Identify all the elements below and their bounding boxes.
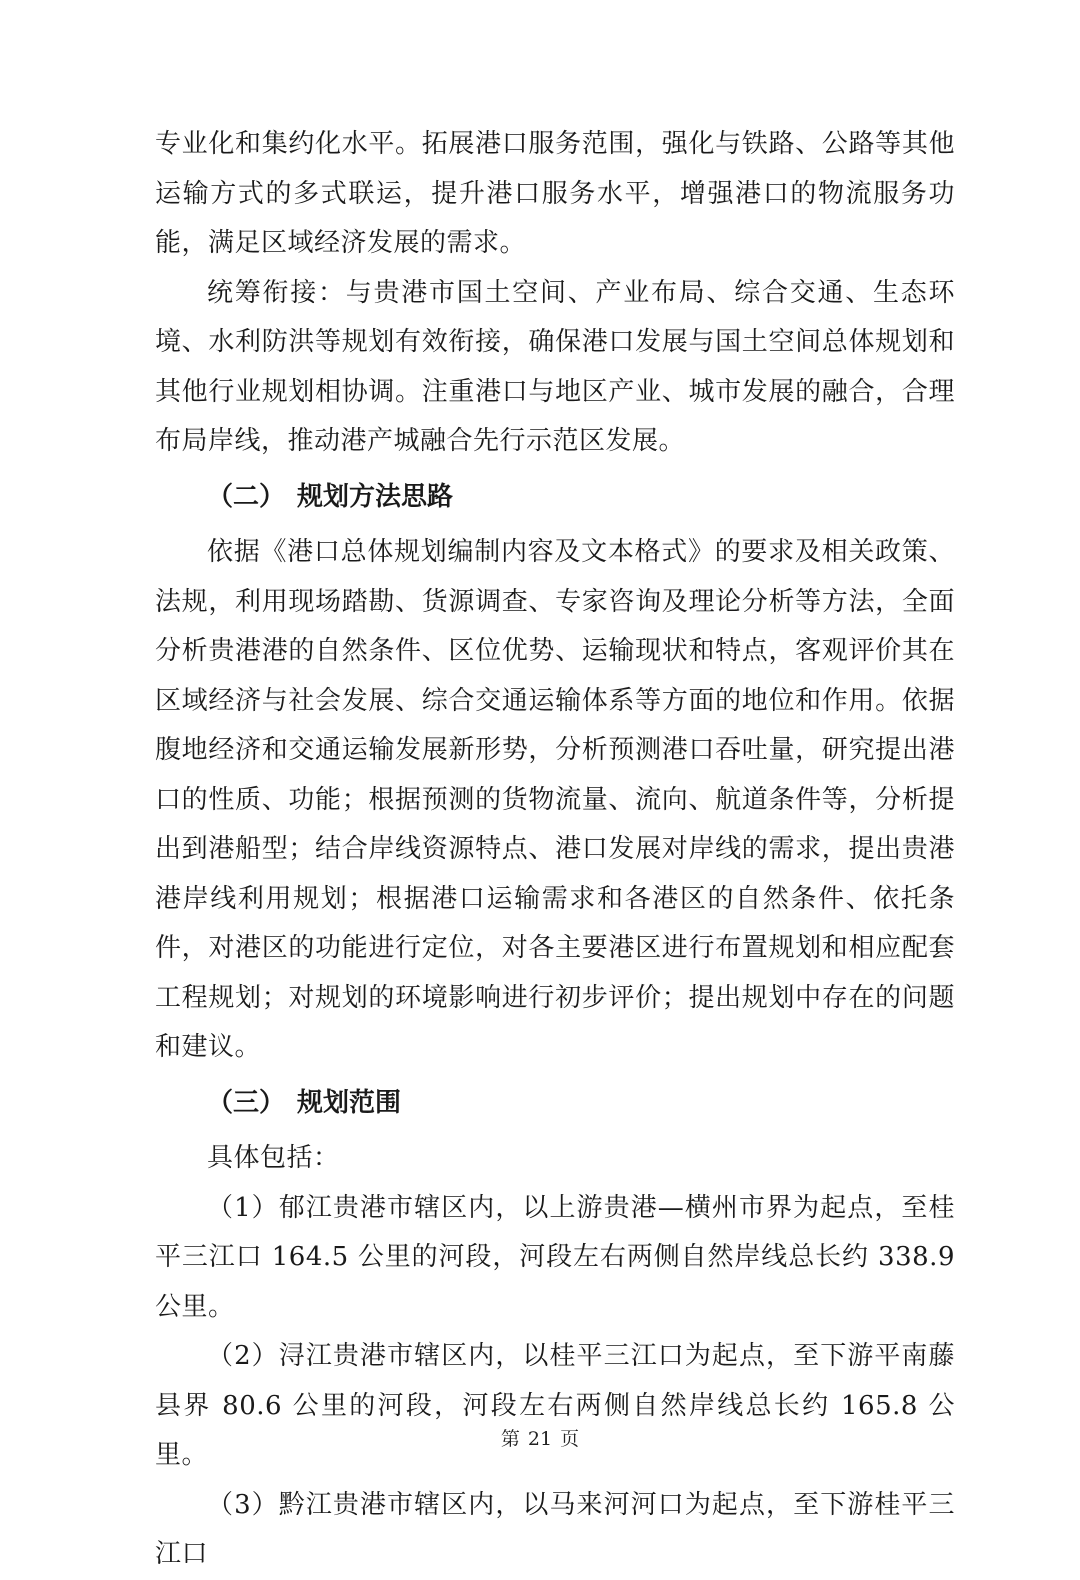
paragraph-goal-continued: 专业化和集约化水平。拓展港口服务范围，强化与铁路、公路等其他运输方式的多式联运，提升港口服务水平，增强港口的物流服务功能，满足区域经济发展的需求。 <box>155 129 955 258</box>
section-heading-scope <box>155 1079 955 1129</box>
page-footer <box>0 1424 1080 1451</box>
paragraph-coordination: 统筹衔接：与贵港市国土空间、产业布局、综合交通、生态环境、水利防洪等规划有效衔接，确保港口发展与国土空间总体规划和其他行业规划相协调。注重港口与地区产业、城市发展的融合，合理布局岸线，推动港产城融合先行示范区发展。 <box>155 277 955 456</box>
section-number: （三） <box>207 1087 286 1118</box>
page-number: 21 <box>527 1428 553 1450</box>
page-label-suffix: 页 <box>560 1428 580 1450</box>
paragraph-scope-item-2: （2）浔江贵港市辖区内，以桂平三江口为起点，至下游平南藤县界 80.6 公里的河段，河段左右两侧自然岸线总长约 165.8 公里。 <box>155 1341 955 1470</box>
page-label-prefix: 第 <box>500 1428 520 1450</box>
section-title: 规划方法思路 <box>297 481 454 512</box>
paragraph-scope-item-3: （3）黔江贵港市辖区内，以马来河河口为起点，至下游桂平三江口 <box>155 1489 955 1569</box>
section-number: （二） <box>207 481 286 512</box>
paragraph-scope-intro: 具体包括： <box>207 1143 340 1173</box>
paragraph-scope-item-1: （1）郁江贵港市辖区内，以上游贵港—横州市界为起点，至桂平三江口 164.5 公里的河段，河段左右两侧自然岸线总长约 338.9 公里。 <box>155 1192 955 1322</box>
paragraph-method: 依据《港口总体规划编制内容及文本格式》的要求及相关政策、法规，利用现场踏勘、货源调查、专家咨询及理论分析等方法，全面分析贵港港的自然条件、区位优势、运输现状和特点，客观评价其在区域经济与社会发展、综合交通运输体系等方面的地位和作用。依据腹地经济和交通运输发展新形势，分析预测港口吞吐量，研究提出港口的性质、功能；根据预测的货物流量、流向、航道条件等，分析提出到港船型；结合岸线资源特点、港口发展对岸线的需求，提出贵港港岸线利用规划；根据港口运输需求和各港区的自然条件、依托条件，对港区的功能进行定位，对各主要港区进行布置规划和相应配套工程规划；对规划的环境影响进行初步评价；提出规划中存在的问题和建议。 <box>155 537 955 1062</box>
section-heading-method <box>155 473 955 523</box>
section-title: 规划范围 <box>297 1087 402 1118</box>
page-content <box>155 120 955 1580</box>
